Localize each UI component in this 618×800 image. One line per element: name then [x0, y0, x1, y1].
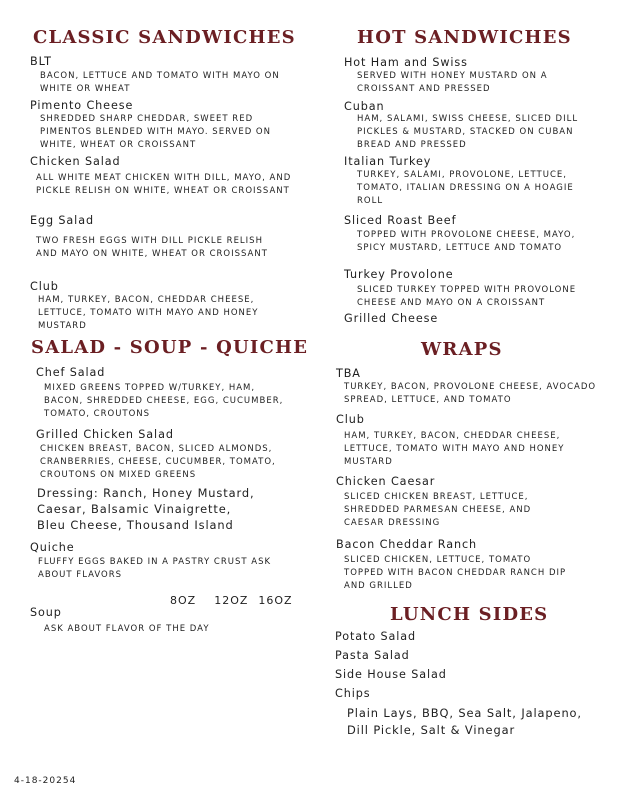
side-item-side-house-salad: Side House Salad — [335, 668, 447, 681]
menu-item-egg-salad: Egg Salad — [30, 214, 94, 227]
menu-item-italian-turkey: Italian Turkey — [344, 155, 432, 168]
side-item-pasta-salad: Pasta Salad — [335, 649, 410, 662]
salad-soup-quiche-title: SALAD - SOUP - QUICHE — [31, 337, 309, 358]
wrap-item-tba-desc: TURKEY, BACON, PROVOLONE CHEESE, AVOCADO SPREAD, LETTUCE, AND TOMATO — [344, 382, 597, 405]
menu-item-chef-salad: Chef Salad — [36, 366, 106, 379]
menu-item-pimento-cheese-desc: SHREDDED SHARP CHEDDAR, SWEET RED PIMENTOS BLENDED WITH MAYO. SERVED ON WHITE, WHEAT OR CROISSANT — [40, 114, 271, 150]
menu-item-club: Club — [30, 280, 59, 293]
wrap-item-club: Club — [336, 413, 365, 426]
hot-sandwiches-title: HOT SANDWICHES — [357, 27, 572, 48]
menu-item-pimento-cheese: Pimento Cheese — [30, 99, 134, 112]
menu-item-sliced-roast-beef-desc: TOPPED WITH PROVOLONE CHEESE, MAYO, SPICY MUSTARD, LETTUCE AND TOMATO — [357, 230, 576, 253]
dressing-line-1: Dressing: Ranch, Honey Mustard, — [37, 486, 255, 500]
menu-item-blt-desc: BACON, LETTUCE AND TOMATO WITH MAYO ON WHITE OR WHEAT — [40, 71, 280, 94]
side-item-potato-salad: Potato Salad — [335, 630, 417, 643]
menu-item-grilled-chicken-salad-desc: CHICKEN BREAST, BACON, SLICED ALMONDS, CRANBERRIES, CHEESE, CUCUMBER, TOMATO, CROUTONS ON MIXED GREENS — [40, 444, 276, 480]
menu-item-hot-ham-swiss: Hot Ham and Swiss — [344, 56, 468, 69]
menu-item-chicken-salad-desc: ALL WHITE MEAT CHICKEN WITH DILL, MAYO, AND PICKLE RELISH ON WHITE, WHEAT OR CROISSANT — [36, 173, 292, 196]
menu-item-italian-turkey-desc: TURKEY, SALAMI, PROVOLONE, LETTUCE, TOMATO, ITALIAN DRESSING ON A HOAGIE ROLL — [357, 170, 574, 206]
lunch-sides-title: LUNCH SIDES — [390, 604, 549, 625]
menu-item-turkey-provolone-desc: SLICED TURKEY TOPPED WITH PROVOLONE CHEESE AND MAYO ON A CROISSANT — [357, 285, 577, 308]
menu-item-blt: BLT — [30, 55, 52, 68]
menu-item-quiche: Quiche — [30, 541, 75, 554]
menu-item-egg-salad-desc: TWO FRESH EGGS WITH DILL PICKLE RELISH AND MAYO ON WHITE, WHEAT OR CROISSANT — [36, 236, 268, 259]
footer-date: 4-18-20254 — [14, 776, 77, 786]
menu-item-soup: Soup — [30, 606, 62, 619]
chips-flavors-line-2: Dill Pickle, Salt & Vinegar — [347, 723, 516, 737]
menu-item-cuban-desc: HAM, SALAMI, SWISS CHEESE, SLICED DILL PICKLES & MUSTARD, STACKED ON CUBAN BREAD AND PRESSED — [357, 114, 579, 150]
menu-item-chef-salad-desc: MIXED GREENS TOPPED W/TURKEY, HAM, BACON, SHREDDED CHEESE, EGG, CUCUMBER, TOMATO, CROUTONS — [44, 383, 284, 419]
wraps-title: WRAPS — [421, 339, 503, 360]
wrap-item-chicken-caesar: Chicken Caesar — [336, 475, 436, 488]
menu-item-grilled-cheese: Grilled Cheese — [344, 312, 439, 325]
soup-size-8oz: 8OZ — [170, 594, 197, 607]
menu-item-quiche-desc: FLUFFY EGGS BAKED IN A PASTRY CRUST ASK ABOUT FLAVORS — [38, 557, 272, 580]
menu-item-club-desc: HAM, TURKEY, BACON, CHEDDAR CHEESE, LETTUCE, TOMATO WITH MAYO AND HONEY MUSTARD — [38, 295, 259, 331]
soup-size-16oz: 16OZ — [258, 594, 293, 607]
wrap-item-bacon-cheddar-ranch: Bacon Cheddar Ranch — [336, 538, 477, 551]
classic-sandwiches-title: CLASSIC SANDWICHES — [33, 27, 296, 48]
dressing-line-3: Bleu Cheese, Thousand Island — [37, 518, 234, 532]
menu-item-turkey-provolone: Turkey Provolone — [344, 268, 454, 281]
menu-item-grilled-chicken-salad: Grilled Chicken Salad — [36, 428, 174, 441]
menu-item-sliced-roast-beef: Sliced Roast Beef — [344, 214, 457, 227]
soup-size-12oz: 12OZ — [214, 594, 249, 607]
chips-flavors-line-1: Plain Lays, BBQ, Sea Salt, Jalapeno, — [347, 706, 582, 720]
menu-item-chicken-salad: Chicken Salad — [30, 155, 121, 168]
menu-item-cuban: Cuban — [344, 100, 385, 113]
menu-item-hot-ham-swiss-desc: SERVED WITH HONEY MUSTARD ON A CROISSANT AND PRESSED — [357, 71, 548, 94]
dressing-line-2: Caesar, Balsamic Vinaigrette, — [37, 502, 232, 516]
wrap-item-tba: TBA — [336, 367, 361, 380]
side-item-chips: Chips — [335, 687, 371, 700]
wrap-item-chicken-caesar-desc: SLICED CHICKEN BREAST, LETTUCE, SHREDDED PARMESAN CHEESE, AND CAESAR DRESSING — [344, 492, 532, 528]
wrap-item-club-desc: HAM, TURKEY, BACON, CHEDDAR CHEESE, LETTUCE, TOMATO WITH MAYO AND HONEY MUSTARD — [344, 431, 565, 467]
wrap-item-bacon-cheddar-ranch-desc: SLICED CHICKEN, LETTUCE, TOMATO TOPPED WITH BACON CHEDDAR RANCH DIP AND GRILLED — [344, 555, 567, 591]
soup-sizes — [170, 594, 293, 607]
menu-item-soup-desc: ASK ABOUT FLAVOR OF THE DAY — [44, 624, 210, 634]
